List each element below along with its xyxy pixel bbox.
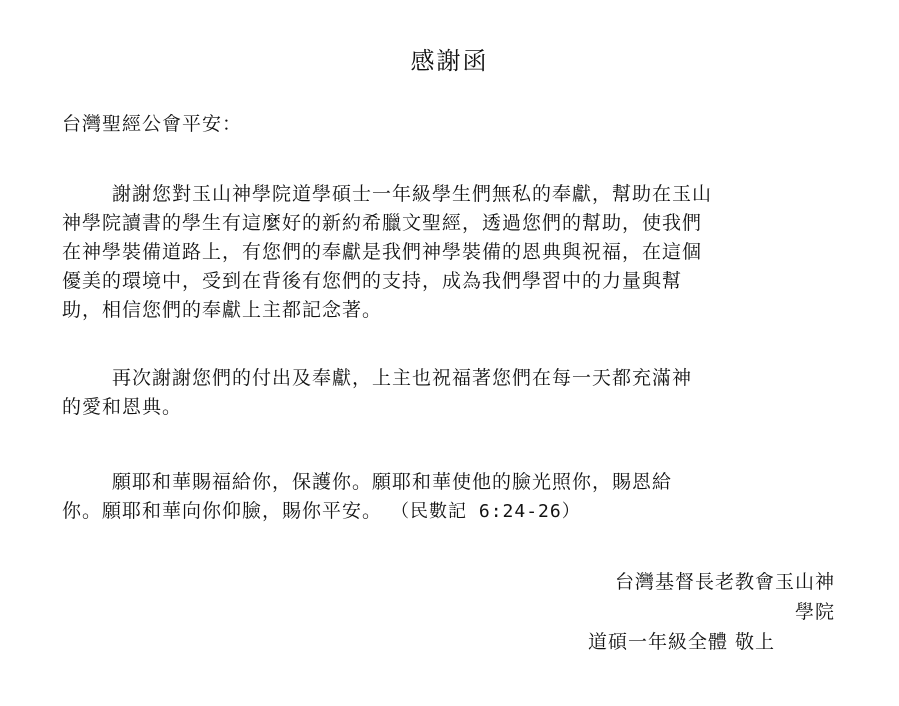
paragraph-line: 謝謝您對玉山神學院道學碩士一年級學生們無私的奉獻，幫助在玉山 [112, 183, 713, 205]
signature-organization-line1: 台灣基督長老教會玉山神 [614, 571, 835, 593]
paragraph-line: 你。願耶和華向你仰臉，賜你平安。 [62, 500, 383, 522]
paragraph-thanks [62, 180, 832, 325]
paragraph-line: 再次謝謝您們的付出及奉獻，上主也祝福著您們在每一天都充滿神 [112, 367, 693, 389]
paragraph-line-with-reference [62, 497, 832, 526]
signature-organization-line2: 學院 [794, 601, 835, 623]
salutation: 台灣聖經公會平安： [62, 113, 243, 135]
paragraph-line: 助，相信您們的奉獻上主都記念著。 [62, 299, 383, 321]
paragraph-line: 願耶和華賜福給你，保護你。願耶和華使他的臉光照你，賜恩給 [112, 471, 673, 493]
signature-sender: 道碩一年級全體 敬上 [587, 631, 775, 653]
letter-title: 感謝函 [410, 47, 489, 75]
paragraph-line: 優美的環境中，受到在背後有您們的支持，成為我們學習中的力量與幫 [62, 270, 683, 292]
paragraph-line: 神學院讀書的學生有這麼好的新約希臘文聖經，透過您們的幫助，使我們 [62, 212, 703, 234]
scripture-reference: （民數記 6:24-26） [400, 501, 581, 522]
paragraph-scripture [62, 468, 832, 526]
paragraph-blessing [62, 364, 832, 422]
paragraph-line: 的愛和恩典。 [62, 396, 183, 418]
paragraph-line: 在神學裝備道路上，有您們的奉獻是我們神學裝備的恩典與祝福，在這個 [62, 241, 703, 263]
